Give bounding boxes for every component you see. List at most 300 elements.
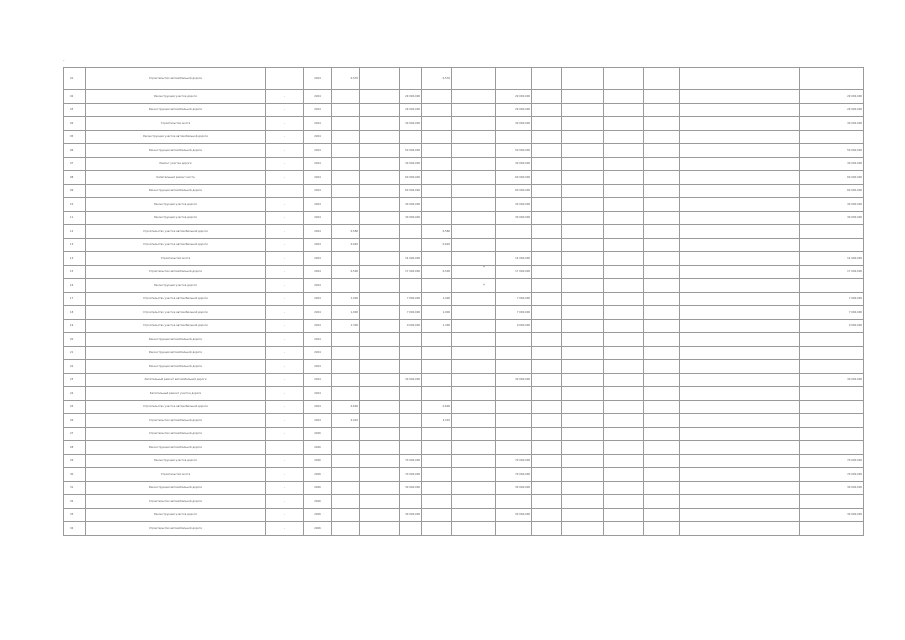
table-row [64, 306, 864, 320]
cell-c2 [360, 279, 400, 293]
cell-c1 [332, 157, 360, 171]
cell-name: Строительство участка автомобильной дороги [86, 400, 266, 414]
cell-c1: 1,000 [332, 292, 360, 306]
cell-c9 [604, 454, 644, 468]
cell-note: - [266, 346, 304, 360]
cell-c6: 17 000,000 [496, 265, 532, 279]
cell-c9 [604, 508, 644, 522]
cell-c3 [400, 414, 422, 428]
cell-c7 [532, 481, 562, 495]
cell-c10 [644, 400, 680, 414]
cell-c7 [532, 306, 562, 320]
cell-c1 [332, 279, 360, 293]
cell-total: 70 000,000 [800, 454, 864, 468]
cell-c3 [400, 346, 422, 360]
cell-n: 23 [64, 373, 86, 387]
cell-c3 [400, 495, 422, 509]
cell-total [800, 360, 864, 374]
cell-c1 [332, 522, 360, 536]
cell-c3: 50 000,000 [400, 144, 422, 158]
cell-c7 [532, 265, 562, 279]
cell-c5 [452, 171, 496, 185]
cell-c3 [400, 225, 422, 239]
cell-n: 18 [64, 306, 86, 320]
cell-note: - [266, 103, 304, 117]
cell-year: 2024 [304, 198, 332, 212]
cell-name: Реконструкция участка дороги [86, 198, 266, 212]
cell-c1 [332, 117, 360, 131]
cell-c2 [360, 387, 400, 401]
cell-c11 [680, 508, 800, 522]
table-row [64, 90, 864, 104]
cell-total: 7 000,000 [800, 292, 864, 306]
cell-c6 [496, 522, 532, 536]
cell-c3 [400, 400, 422, 414]
cell-c11 [680, 400, 800, 414]
cell-n: 30 [64, 468, 86, 482]
cell-c6 [496, 68, 532, 90]
table-row [64, 211, 864, 225]
cell-c3 [400, 387, 422, 401]
cell-c8 [562, 468, 604, 482]
cell-c11 [680, 346, 800, 360]
cell-n: 22 [64, 360, 86, 374]
cell-c10 [644, 68, 680, 90]
cell-c2 [360, 103, 400, 117]
cell-c1 [332, 387, 360, 401]
cell-c11 [680, 68, 800, 90]
cell-c10 [644, 184, 680, 198]
cell-c1 [332, 427, 360, 441]
cell-name: Капитальный ремонт моста [86, 171, 266, 185]
cell-c3 [400, 360, 422, 374]
table-row [64, 522, 864, 536]
cell-c2 [360, 265, 400, 279]
table-row [64, 117, 864, 131]
cell-note: - [266, 157, 304, 171]
table-row [64, 414, 864, 428]
cell-n: 11 [64, 211, 86, 225]
cell-c4 [422, 171, 452, 185]
cell-c8 [562, 238, 604, 252]
cell-total: 30 000,000 [800, 198, 864, 212]
cell-c6: 9 000,000 [496, 319, 532, 333]
cell-c11 [680, 90, 800, 104]
cell-note: - [266, 292, 304, 306]
cell-c8 [562, 427, 604, 441]
table-row [64, 225, 864, 239]
cell-c2 [360, 184, 400, 198]
cell-c1 [332, 468, 360, 482]
cell-c5 [452, 495, 496, 509]
cell-c2 [360, 373, 400, 387]
cell-c8 [562, 130, 604, 144]
cell-c3: 14 000,000 [400, 252, 422, 266]
cell-note: - [266, 130, 304, 144]
cell-c4 [422, 184, 452, 198]
cell-c8 [562, 481, 604, 495]
cell-c1: 0,620 [332, 238, 360, 252]
cell-c7 [532, 198, 562, 212]
cell-c10 [644, 198, 680, 212]
cell-c2 [360, 454, 400, 468]
cell-c5 [452, 441, 496, 455]
table-row [64, 360, 864, 374]
cell-c3 [400, 238, 422, 252]
cell-c9 [604, 292, 644, 306]
cell-c2 [360, 198, 400, 212]
cell-c9 [604, 360, 644, 374]
cell-c9 [604, 414, 644, 428]
cell-note: - [266, 481, 304, 495]
cell-c7 [532, 387, 562, 401]
cell-c4: 0,620 [422, 238, 452, 252]
table-row [64, 144, 864, 158]
cell-c10 [644, 252, 680, 266]
cell-c11 [680, 454, 800, 468]
cell-c8 [562, 373, 604, 387]
cell-c8 [562, 279, 604, 293]
cell-total: 7 000,000 [800, 306, 864, 320]
cell-c11 [680, 495, 800, 509]
cell-n: 21 [64, 346, 86, 360]
cell-n: 07 [64, 157, 86, 171]
cell-c7 [532, 400, 562, 414]
cell-c5 [452, 522, 496, 536]
cell-total [800, 441, 864, 455]
cell-total [800, 225, 864, 239]
stray-mark: * [483, 265, 485, 270]
cell-c6: 70 000,000 [496, 454, 532, 468]
cell-n: 31 [64, 481, 86, 495]
cell-c8 [562, 157, 604, 171]
table-row [64, 68, 864, 90]
cell-c8 [562, 225, 604, 239]
cell-total: 30 000,000 [800, 508, 864, 522]
cell-c5 [452, 427, 496, 441]
cell-name: Строительство автомобильной дороги [86, 495, 266, 509]
cell-c2 [360, 238, 400, 252]
cell-year: 2024 [304, 184, 332, 198]
table-row [64, 441, 864, 455]
cell-name: Реконструкция участка дороги [86, 279, 266, 293]
cell-c10 [644, 130, 680, 144]
cell-c5 [452, 157, 496, 171]
cell-c8 [562, 522, 604, 536]
cell-c4 [422, 481, 452, 495]
cell-name: Реконструкция участка автомобильной дороги [86, 130, 266, 144]
cell-c7 [532, 414, 562, 428]
cell-note: - [266, 387, 304, 401]
cell-c7 [532, 171, 562, 185]
cell-n: 10 [64, 198, 86, 212]
cell-n: 04 [64, 117, 86, 131]
cell-year: 2024 [304, 103, 332, 117]
cell-note: - [266, 508, 304, 522]
table-row [64, 387, 864, 401]
cell-year: 2024 [304, 144, 332, 158]
cell-name: Строительство участка автомобильной дороги [86, 306, 266, 320]
cell-total [800, 400, 864, 414]
cell-c9 [604, 211, 644, 225]
cell-c9 [604, 279, 644, 293]
cell-year: 2026 [304, 495, 332, 509]
cell-n: 03 [64, 103, 86, 117]
cell-c1 [332, 130, 360, 144]
cell-note: - [266, 171, 304, 185]
table-row [64, 454, 864, 468]
cell-c2 [360, 292, 400, 306]
cell-n: 09 [64, 184, 86, 198]
cell-c1: 0,580 [332, 225, 360, 239]
cell-c5 [452, 225, 496, 239]
cell-c7 [532, 373, 562, 387]
cell-n: 33 [64, 508, 86, 522]
cell-c1 [332, 454, 360, 468]
cell-year: 2024 [304, 130, 332, 144]
cell-total [800, 387, 864, 401]
table-row [64, 157, 864, 171]
cell-c2 [360, 68, 400, 90]
cell-c3: 7 000,000 [400, 306, 422, 320]
cell-n: 16 [64, 279, 86, 293]
cell-c3: 70 000,000 [400, 454, 422, 468]
table-row [64, 292, 864, 306]
cell-c11 [680, 171, 800, 185]
cell-c4 [422, 211, 452, 225]
cell-name: Капитальный ремонт автомобильной дороги [86, 373, 266, 387]
cell-year: 2024 [304, 319, 332, 333]
cell-c9 [604, 198, 644, 212]
cell-c3: 29 000,000 [400, 103, 422, 117]
cell-c9 [604, 90, 644, 104]
cell-n: 24 [64, 387, 86, 401]
cell-note: - [266, 373, 304, 387]
cell-name: Строительство автомобильной дороги [86, 427, 266, 441]
cell-c6: 14 000,000 [496, 252, 532, 266]
cell-total: 50 000,000 [800, 144, 864, 158]
cell-c9 [604, 495, 644, 509]
cell-year: 2024 [304, 414, 332, 428]
cell-c9 [604, 346, 644, 360]
cell-n: 08 [64, 171, 86, 185]
cell-c11 [680, 117, 800, 131]
cell-c6 [496, 427, 532, 441]
cell-c9 [604, 400, 644, 414]
cell-c4: 1,000 [422, 306, 452, 320]
cell-total: 30 000,000 [800, 117, 864, 131]
cell-c1 [332, 373, 360, 387]
cell-c1 [332, 252, 360, 266]
cell-c4 [422, 441, 452, 455]
cell-c11 [680, 414, 800, 428]
cell-name: Реконструкция участка дороги [86, 211, 266, 225]
cell-name: Строительство моста [86, 468, 266, 482]
cell-c9 [604, 252, 644, 266]
cell-c7 [532, 522, 562, 536]
cell-note: - [266, 360, 304, 374]
cell-name: Реконструкция автомобильной дороги [86, 333, 266, 347]
cell-c1: 1,000 [332, 306, 360, 320]
cell-note: - [266, 454, 304, 468]
cell-year: 2024 [304, 252, 332, 266]
cell-c5 [452, 292, 496, 306]
cell-name: Реконструкция автомобильной дороги [86, 360, 266, 374]
cell-c8 [562, 265, 604, 279]
cell-c8 [562, 68, 604, 90]
cell-c8 [562, 90, 604, 104]
cell-total: 29 000,000 [800, 103, 864, 117]
cell-c8 [562, 319, 604, 333]
cell-note: - [266, 252, 304, 266]
cell-c7 [532, 346, 562, 360]
table-row [64, 103, 864, 117]
cell-c11 [680, 252, 800, 266]
cell-c10 [644, 522, 680, 536]
cell-c3: 30 000,000 [400, 373, 422, 387]
cell-c4 [422, 495, 452, 509]
cell-year: 2026 [304, 468, 332, 482]
cell-c8 [562, 495, 604, 509]
cell-note: - [266, 117, 304, 131]
cell-note: - [266, 279, 304, 293]
cell-n: 01 [64, 68, 86, 90]
cell-c1: 0,600 [332, 400, 360, 414]
cell-n: 17 [64, 292, 86, 306]
cell-c8 [562, 103, 604, 117]
cell-c9 [604, 441, 644, 455]
cell-c10 [644, 468, 680, 482]
cell-note [266, 184, 304, 198]
cell-c2 [360, 90, 400, 104]
cell-c6: 30 000,000 [496, 481, 532, 495]
cell-c11 [680, 468, 800, 482]
table-row [64, 468, 864, 482]
cell-total: 29 000,000 [800, 90, 864, 104]
cell-name: Реконструкция участка дороги [86, 508, 266, 522]
cell-c8 [562, 508, 604, 522]
cell-c4: 1,000 [422, 292, 452, 306]
cell-c11 [680, 441, 800, 455]
cell-c3: 60 000,000 [400, 171, 422, 185]
cell-c6 [496, 400, 532, 414]
cell-c1: 2,010 [332, 414, 360, 428]
cell-year: 2024 [304, 279, 332, 293]
cell-c8 [562, 333, 604, 347]
cell-year: 2024 [304, 171, 332, 185]
cell-year: 2024 [304, 157, 332, 171]
cell-c10 [644, 171, 680, 185]
cell-c8 [562, 171, 604, 185]
cell-c8 [562, 211, 604, 225]
cell-c4 [422, 427, 452, 441]
cell-c2 [360, 157, 400, 171]
table-row [64, 319, 864, 333]
cell-c2 [360, 333, 400, 347]
cell-c6: 29 000,000 [496, 90, 532, 104]
cell-c6 [496, 130, 532, 144]
cell-c11 [680, 198, 800, 212]
cell-c2 [360, 441, 400, 455]
cell-name: Строительство участка автомобильной дороги [86, 238, 266, 252]
cell-note: - [266, 90, 304, 104]
table-row [64, 333, 864, 347]
cell-n: 26 [64, 414, 86, 428]
cell-c5 [452, 346, 496, 360]
cell-c3 [400, 522, 422, 536]
cell-c5 [452, 68, 496, 90]
data-table [63, 67, 864, 536]
cell-c2 [360, 211, 400, 225]
cell-c11 [680, 211, 800, 225]
cell-c11 [680, 306, 800, 320]
cell-name: Ремонт участка дороги [86, 157, 266, 171]
cell-c6: 60 000,000 [496, 184, 532, 198]
cell-c10 [644, 333, 680, 347]
cell-n: 32 [64, 495, 86, 509]
cell-c10 [644, 306, 680, 320]
cell-c2 [360, 427, 400, 441]
cell-year: 2026 [304, 522, 332, 536]
cell-c4 [422, 198, 452, 212]
cell-c10 [644, 508, 680, 522]
cell-c4 [422, 117, 452, 131]
cell-c11 [680, 319, 800, 333]
cell-total [800, 130, 864, 144]
cell-c9 [604, 130, 644, 144]
cell-note: - [266, 306, 304, 320]
cell-c4 [422, 508, 452, 522]
cell-c5 [452, 198, 496, 212]
cell-total: 60 000,000 [800, 171, 864, 185]
cell-c10 [644, 414, 680, 428]
cell-c7 [532, 333, 562, 347]
cell-c10 [644, 495, 680, 509]
cell-c4 [422, 90, 452, 104]
cell-c7 [532, 225, 562, 239]
cell-c11 [680, 279, 800, 293]
cell-c6 [496, 279, 532, 293]
cell-c6 [496, 346, 532, 360]
cell-c2 [360, 144, 400, 158]
cell-c2 [360, 225, 400, 239]
cell-c10 [644, 279, 680, 293]
cell-c7 [532, 103, 562, 117]
cell-c3: 29 000,000 [400, 90, 422, 104]
cell-c7 [532, 68, 562, 90]
cell-year: 2024 [304, 225, 332, 239]
cell-year: 2024 [304, 238, 332, 252]
cell-c6: 50 000,000 [496, 144, 532, 158]
cell-c9 [604, 225, 644, 239]
cell-n: 15 [64, 265, 86, 279]
cell-c5 [452, 454, 496, 468]
table-row [64, 184, 864, 198]
cell-name: Капитальный ремонт участка дороги [86, 387, 266, 401]
cell-n: 05 [64, 130, 86, 144]
cell-c10 [644, 292, 680, 306]
cell-year: 2024 [304, 333, 332, 347]
cell-c2 [360, 252, 400, 266]
cell-c7 [532, 211, 562, 225]
cell-year: 2024 [304, 117, 332, 131]
table-row [64, 495, 864, 509]
cell-c3 [400, 279, 422, 293]
cell-c10 [644, 117, 680, 131]
cell-year: 2024 [304, 360, 332, 374]
cell-n: 29 [64, 454, 86, 468]
cell-c11 [680, 427, 800, 441]
